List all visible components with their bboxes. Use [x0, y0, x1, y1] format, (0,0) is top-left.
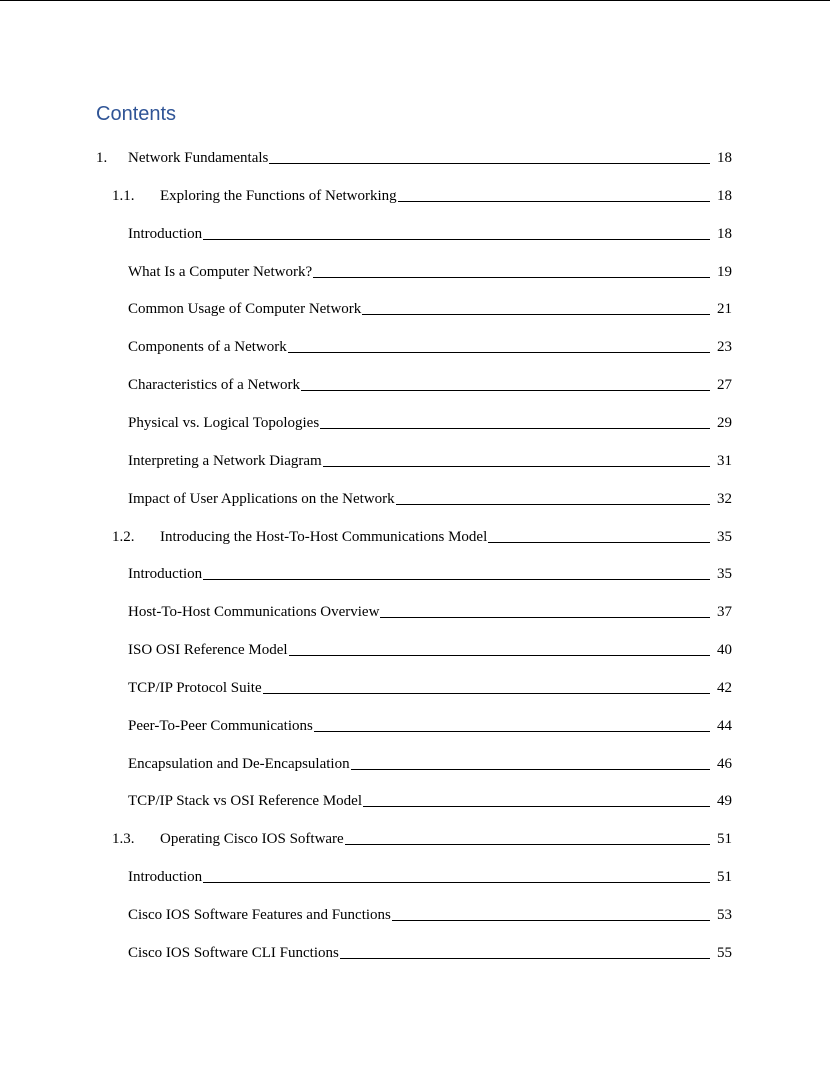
toc-leader-line: [263, 693, 710, 694]
toc-leader-line: [313, 277, 710, 278]
toc-entry[interactable]: [128, 638, 732, 660]
toc-leader-line: [320, 428, 710, 429]
toc-entry-title: Physical vs. Logical Topologies: [128, 415, 320, 431]
toc-entry-number: 1.: [96, 150, 108, 166]
toc-entry[interactable]: [128, 487, 732, 509]
toc-entry-title: Introduction: [128, 869, 203, 885]
toc-entry-page-number: 32: [717, 491, 732, 507]
toc-entry[interactable]: [112, 184, 732, 206]
toc-entry-title: TCP/IP Protocol Suite: [128, 680, 262, 696]
toc-entry[interactable]: [112, 827, 732, 849]
toc-leader-line: [289, 655, 710, 656]
toc-entry-page-number: 27: [717, 377, 732, 393]
toc-entry-title: Common Usage of Computer Network: [128, 301, 362, 317]
toc-entry-page-number: 23: [717, 339, 732, 355]
toc-entry-page-number: 51: [717, 831, 732, 847]
toc-entry-title: Characteristics of a Network: [128, 377, 301, 393]
toc-entry[interactable]: [128, 600, 732, 622]
toc-entry-page-number: 18: [717, 188, 732, 204]
toc-entry-title: Components of a Network: [128, 339, 287, 355]
toc-entry-title: Operating Cisco IOS Software: [160, 831, 344, 847]
toc-leader-line: [203, 239, 710, 240]
toc-entry-title: Impact of User Applications on the Network: [128, 491, 395, 507]
toc-entry[interactable]: [128, 752, 732, 774]
toc-entry-title: Interpreting a Network Diagram: [128, 453, 322, 469]
toc-entry[interactable]: [128, 941, 732, 963]
toc-entry[interactable]: [128, 676, 732, 698]
toc-entry[interactable]: [128, 865, 732, 887]
toc-entry[interactable]: [128, 222, 732, 244]
toc-leader-line: [340, 958, 710, 959]
toc-entry-title: What Is a Computer Network?: [128, 264, 313, 280]
toc-entry-page-number: 51: [717, 869, 732, 885]
toc-entry-page-number: 18: [717, 150, 732, 166]
toc-entry-title: Exploring the Functions of Networking: [160, 188, 397, 204]
toc-entry-title: Host-To-Host Communications Overview: [128, 604, 380, 620]
toc-entry-number: 1.3.: [112, 831, 135, 847]
toc-leader-line: [362, 314, 710, 315]
toc-entry[interactable]: [128, 373, 732, 395]
toc-leader-line: [392, 920, 710, 921]
toc-entry-title: Cisco IOS Software Features and Functions: [128, 907, 391, 923]
toc-leader-line: [301, 390, 710, 391]
toc-entry-page-number: 35: [717, 566, 732, 582]
toc-entry[interactable]: [128, 789, 732, 811]
toc-entry-page-number: 29: [717, 415, 732, 431]
toc-entry-page-number: 31: [717, 453, 732, 469]
toc-entry[interactable]: [96, 146, 732, 168]
toc-entry-page-number: 21: [717, 301, 732, 317]
toc-heading: Contents: [96, 103, 177, 125]
toc-leader-line: [380, 617, 710, 618]
toc-entry-page-number: 19: [717, 264, 732, 280]
toc-leader-line: [398, 201, 710, 202]
toc-entry-page-number: 37: [717, 604, 732, 620]
toc-entry-page-number: 46: [717, 756, 732, 772]
toc-entry-title: ISO OSI Reference Model: [128, 642, 288, 658]
toc-entry[interactable]: [128, 903, 732, 925]
toc-entry-page-number: 18: [717, 226, 732, 242]
toc-leader-line: [345, 844, 710, 845]
toc-entry-number: 1.2.: [112, 529, 135, 545]
toc-entry[interactable]: [128, 335, 732, 357]
toc-entry-page-number: 40: [717, 642, 732, 658]
toc-entry-page-number: 42: [717, 680, 732, 696]
toc-leader-line: [363, 806, 710, 807]
toc-leader-line: [323, 466, 710, 467]
toc-entry[interactable]: [128, 297, 732, 319]
toc-leader-line: [488, 542, 710, 543]
toc-entry[interactable]: [112, 525, 732, 547]
toc-entry-title: Encapsulation and De-Encapsulation: [128, 756, 350, 772]
toc-entry-title: Peer-To-Peer Communications: [128, 718, 313, 734]
toc-entry-page-number: 35: [717, 529, 732, 545]
toc-entry[interactable]: [128, 449, 732, 471]
toc-entry-page-number: 44: [717, 718, 732, 734]
toc-entry-page-number: 55: [717, 945, 732, 961]
toc-leader-line: [288, 352, 710, 353]
toc-entry-title: Cisco IOS Software CLI Functions: [128, 945, 339, 961]
toc-leader-line: [314, 731, 710, 732]
toc-entry-page-number: 53: [717, 907, 732, 923]
toc-leader-line: [351, 769, 710, 770]
toc-entry-title: Introduction: [128, 566, 203, 582]
toc-leader-line: [269, 163, 710, 164]
toc-leader-line: [396, 504, 710, 505]
toc-entry[interactable]: [128, 260, 732, 282]
toc-entry[interactable]: [128, 411, 732, 433]
toc-leader-line: [203, 882, 710, 883]
toc-entry-title: TCP/IP Stack vs OSI Reference Model: [128, 793, 362, 809]
toc-entry-title: Introduction: [128, 226, 203, 242]
toc-entry-page-number: 49: [717, 793, 732, 809]
toc-entry-title: Network Fundamentals: [128, 150, 269, 166]
toc-entry-number: 1.1.: [112, 188, 135, 204]
toc-leader-line: [203, 579, 710, 580]
toc-entry-title: Introducing the Host-To-Host Communications Model: [160, 529, 488, 545]
toc-entry[interactable]: [128, 714, 732, 736]
toc-entry[interactable]: [128, 562, 732, 584]
